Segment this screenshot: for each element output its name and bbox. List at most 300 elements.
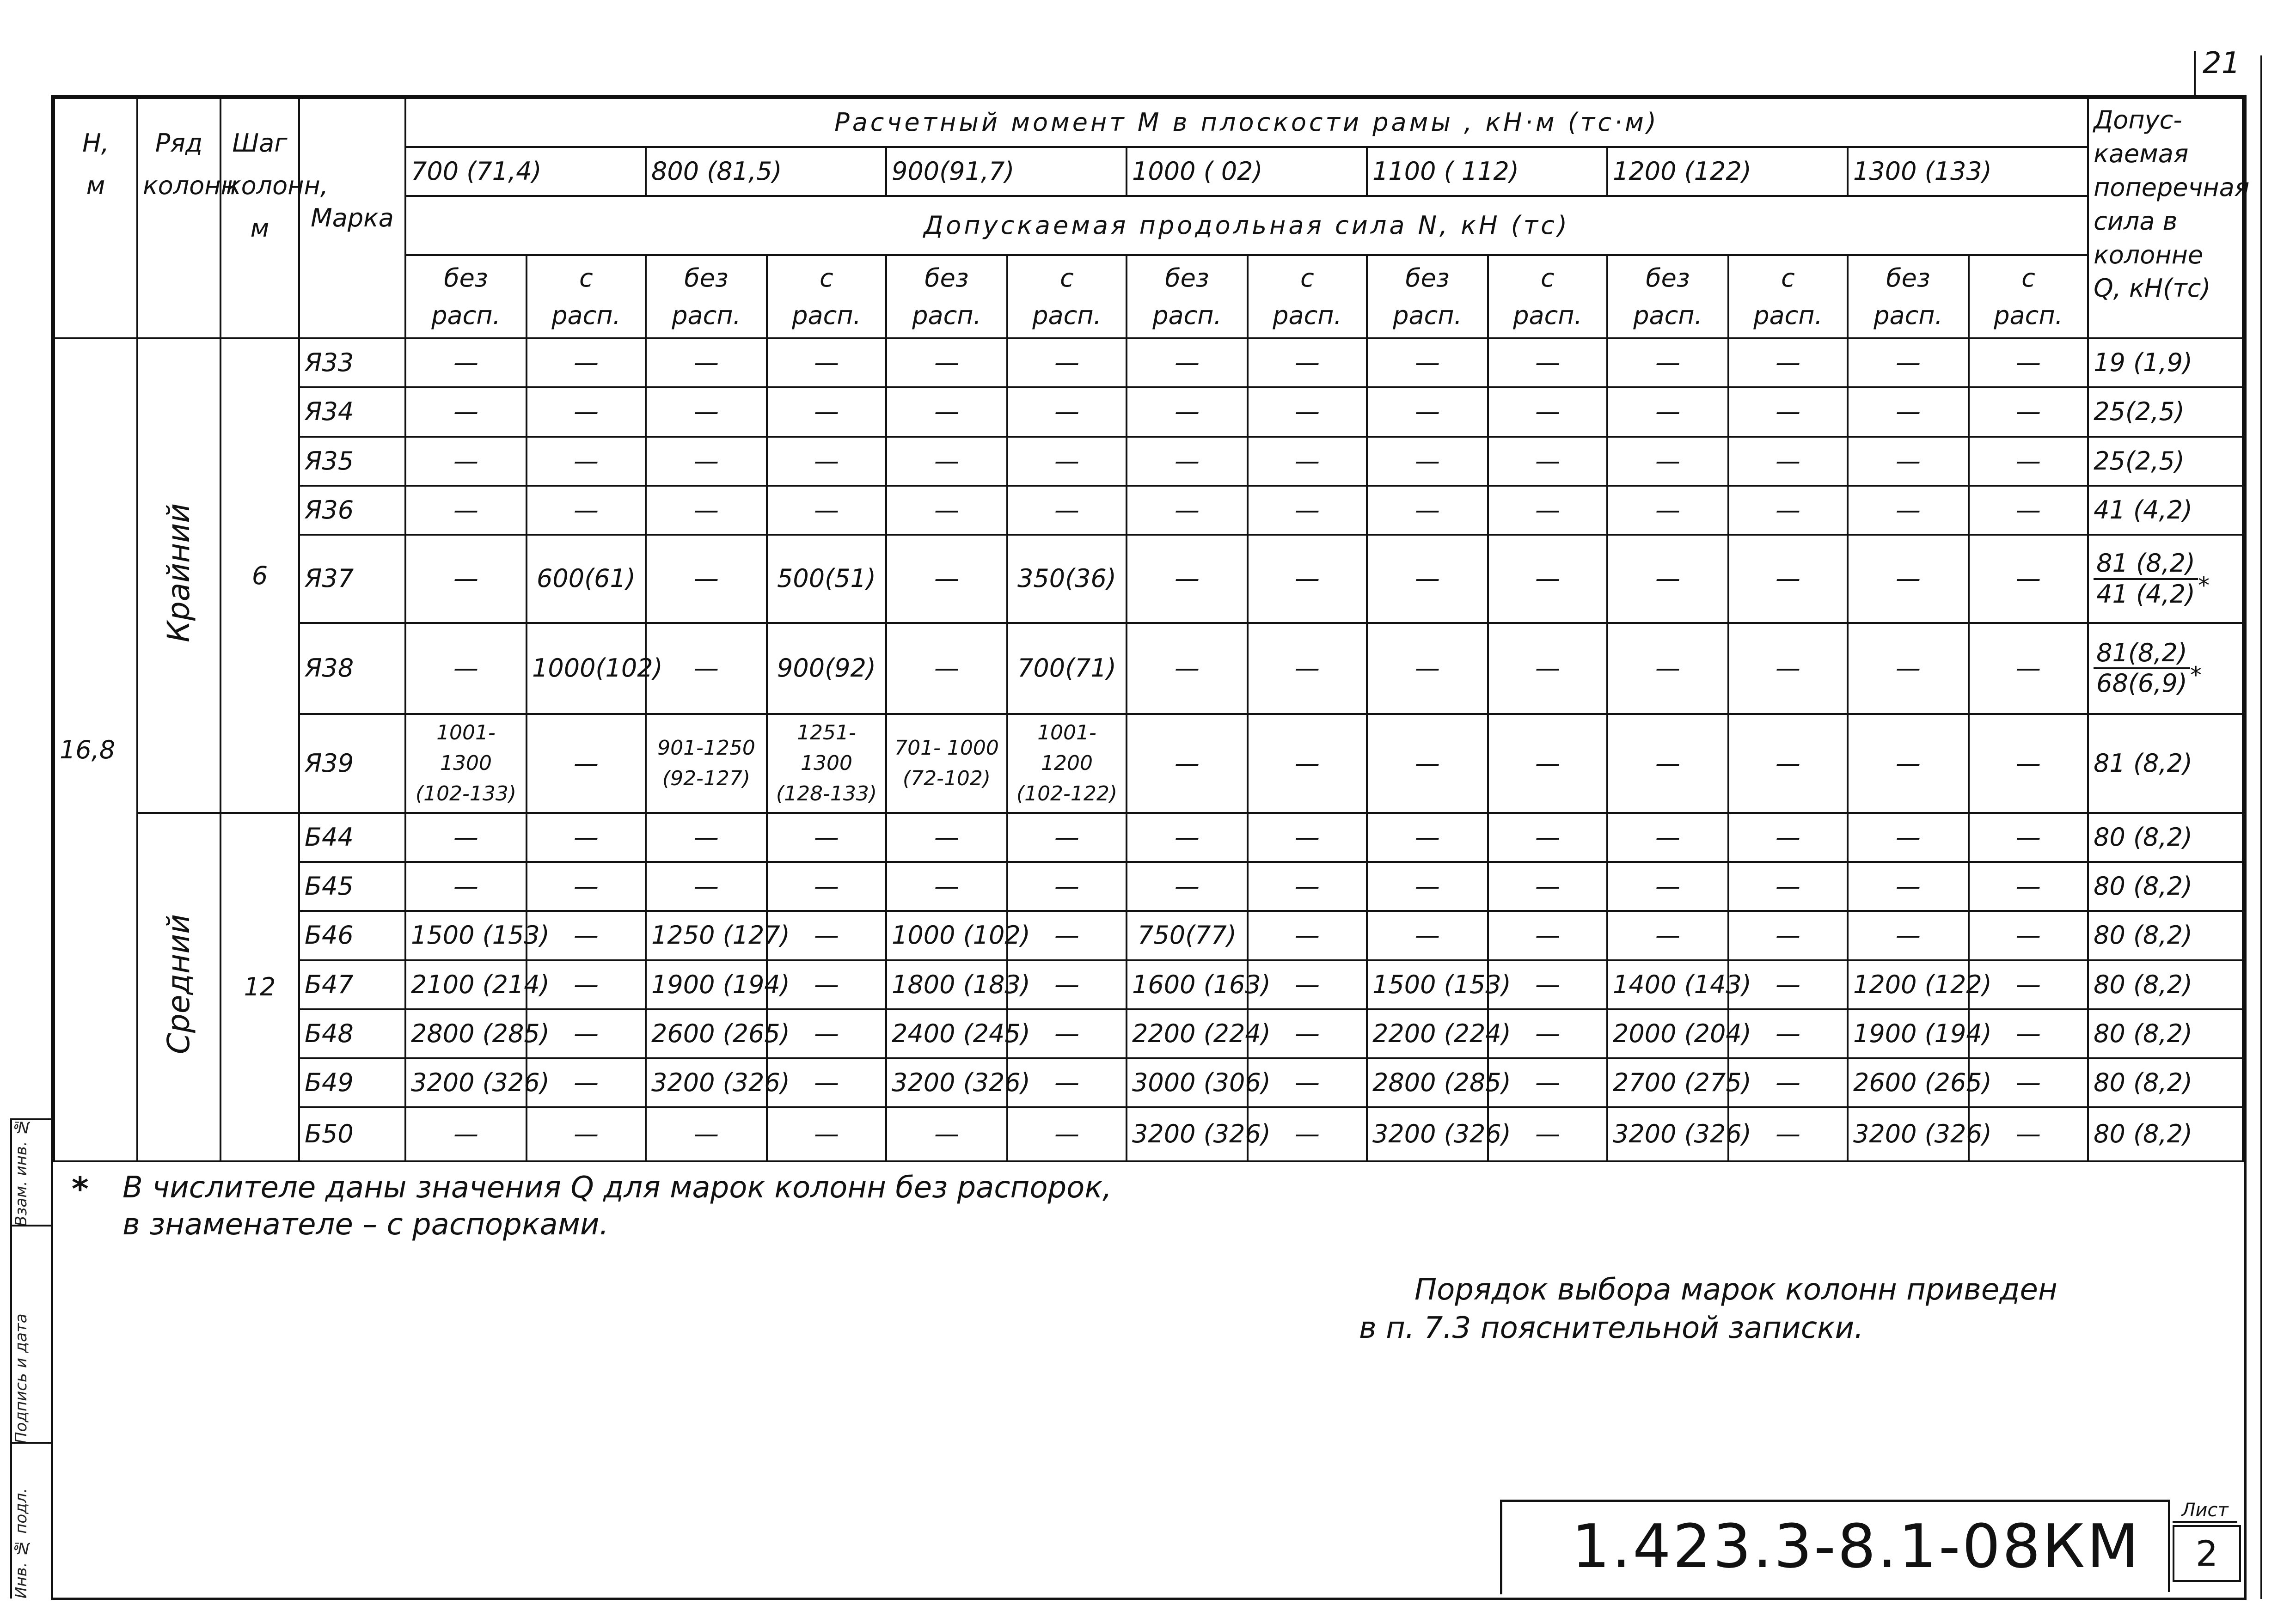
force-cell: — bbox=[1969, 623, 2088, 714]
subheader-without-line1: без bbox=[684, 263, 729, 293]
subheader-with-line1: с bbox=[579, 263, 593, 293]
force-cell: — bbox=[1969, 960, 2088, 1009]
force-cell: — bbox=[1127, 813, 1248, 862]
force-cell: — bbox=[1248, 437, 1367, 486]
force-cell: 1900 (194) bbox=[646, 960, 767, 1009]
moment-header-1: 800 (81,5) bbox=[646, 147, 886, 196]
force-cell: — bbox=[1728, 1107, 1848, 1161]
force-cell: — bbox=[646, 623, 767, 714]
moment-header-3: 1000 ( 02) bbox=[1127, 147, 1367, 196]
force-cell: — bbox=[1007, 862, 1127, 911]
column-mark: Б45 bbox=[299, 862, 405, 911]
force-cell: — bbox=[1248, 1058, 1367, 1107]
header-moment-title: Расчетный момент М в плоскости рамы , кН·м (тс·м) bbox=[405, 98, 2088, 147]
force-cell: — bbox=[1007, 813, 1127, 862]
subheader-with bbox=[1728, 255, 1848, 339]
moment-header-0: 700 (71,4) bbox=[405, 147, 646, 196]
force-cell: — bbox=[1848, 813, 1969, 862]
subheader-with-line1: с bbox=[2021, 263, 2035, 293]
force-cell: — bbox=[1607, 535, 1728, 623]
force-cell: — bbox=[646, 1107, 767, 1161]
force-cell: — bbox=[1607, 486, 1728, 535]
force-cell: — bbox=[1488, 1058, 1607, 1107]
q-star: * bbox=[2198, 572, 2210, 599]
force-cell: 1800 (183) bbox=[886, 960, 1007, 1009]
force-cell: — bbox=[1969, 862, 2088, 911]
force-cell: — bbox=[1488, 960, 1607, 1009]
subheader-with-line1: с bbox=[1781, 263, 1795, 293]
force-cell: — bbox=[527, 813, 646, 862]
column-mark: Б49 bbox=[299, 1058, 405, 1107]
table-row bbox=[54, 486, 2243, 535]
force-cell: — bbox=[1728, 1058, 1848, 1107]
column-mark: Б44 bbox=[299, 813, 405, 862]
header-q: Допус- каемая поперечная сила в колонне Q, кН(тс) bbox=[2088, 98, 2243, 338]
header-mark: Марка bbox=[299, 98, 405, 338]
force-cell: — bbox=[1728, 911, 1848, 960]
force-cell: — bbox=[1127, 437, 1248, 486]
table-row bbox=[54, 1009, 2243, 1058]
force-cell: — bbox=[1728, 960, 1848, 1009]
subheader-with bbox=[767, 255, 886, 339]
force-cell: 2100 (214) bbox=[405, 960, 527, 1009]
force-cell: — bbox=[1127, 387, 1248, 436]
subheader-with bbox=[1248, 255, 1367, 339]
force-cell: — bbox=[1007, 437, 1127, 486]
subheader-without-line2: расп. bbox=[1393, 301, 1462, 330]
header-h-unit: м bbox=[86, 171, 105, 200]
force-cell: — bbox=[1367, 623, 1488, 714]
force-cell: — bbox=[1248, 1009, 1367, 1058]
force-cell: — bbox=[1488, 1107, 1607, 1161]
table-row bbox=[54, 862, 2243, 911]
force-cell: 3200 (326) bbox=[1607, 1107, 1728, 1161]
q-fraction bbox=[2094, 639, 2190, 698]
force-cell: — bbox=[405, 862, 527, 911]
subheader-without-line2: расп. bbox=[1633, 301, 1702, 330]
subheader-with-line1: с bbox=[1300, 263, 1314, 293]
header-step bbox=[220, 98, 328, 338]
force-cell: — bbox=[527, 960, 646, 1009]
subheader-without bbox=[1607, 255, 1728, 339]
row-group-text: Крайний bbox=[161, 503, 197, 642]
footnote-line2: в знаменателе – с распорками. bbox=[122, 1208, 609, 1242]
force-cell: 1250 (127) bbox=[646, 911, 767, 960]
force-cell: — bbox=[1248, 862, 1367, 911]
sheet-edge-line bbox=[2260, 55, 2262, 1599]
force-cell: — bbox=[1367, 911, 1488, 960]
column-mark: Я34 bbox=[299, 387, 405, 436]
force-cell: — bbox=[1607, 623, 1728, 714]
force-cell: 2600 (265) bbox=[646, 1009, 767, 1058]
subheader-with bbox=[1007, 255, 1127, 339]
force-cell: — bbox=[886, 862, 1007, 911]
force-cell: — bbox=[1728, 714, 1848, 813]
force-cell: — bbox=[527, 862, 646, 911]
force-cell: 3200 (326) bbox=[1127, 1107, 1248, 1161]
force-cell: — bbox=[1969, 338, 2088, 387]
force-cell: — bbox=[1607, 813, 1728, 862]
page-number-divider bbox=[2194, 51, 2196, 95]
force-cell: 2200 (224) bbox=[1127, 1009, 1248, 1058]
subheader-with-line1: с bbox=[1060, 263, 1074, 293]
force-cell: — bbox=[646, 535, 767, 623]
force-cell: — bbox=[1728, 535, 1848, 623]
force-cell: — bbox=[1969, 387, 2088, 436]
column-mark: Я37 bbox=[299, 535, 405, 623]
force-cell: — bbox=[1848, 437, 1969, 486]
subheader-without-line2: расп. bbox=[431, 301, 501, 330]
force-cell: — bbox=[1969, 437, 2088, 486]
force-cell: — bbox=[405, 387, 527, 436]
table-row bbox=[54, 714, 2243, 813]
header-step-label2: колонн, bbox=[226, 171, 328, 200]
force-cell: — bbox=[1969, 1009, 2088, 1058]
table-row bbox=[54, 437, 2243, 486]
subheader-with-line2: расп. bbox=[1513, 301, 1582, 330]
force-cell: 1000 (102) bbox=[886, 911, 1007, 960]
force-cell: — bbox=[767, 486, 886, 535]
force-cell: — bbox=[1488, 623, 1607, 714]
column-mark: Я36 bbox=[299, 486, 405, 535]
subheader-without bbox=[1127, 255, 1248, 339]
force-cell: 1600 (163) bbox=[1127, 960, 1248, 1009]
force-cell: 2200 (224) bbox=[1367, 1009, 1488, 1058]
header-step-unit: м bbox=[250, 213, 269, 243]
table-row bbox=[54, 535, 2243, 623]
column-mark: Б46 bbox=[299, 911, 405, 960]
force-cell: — bbox=[405, 486, 527, 535]
force-cell: — bbox=[886, 1107, 1007, 1161]
force-cell: — bbox=[1848, 486, 1969, 535]
q-fraction bbox=[2094, 549, 2198, 608]
force-cell: — bbox=[886, 338, 1007, 387]
force-cell: — bbox=[1728, 486, 1848, 535]
subheader-without-line2: расп. bbox=[1874, 301, 1943, 330]
force-cell: — bbox=[767, 1107, 886, 1161]
force-cell: — bbox=[1367, 338, 1488, 387]
force-cell: — bbox=[405, 1107, 527, 1161]
force-cell: — bbox=[1248, 535, 1367, 623]
force-cell: 1900 (194) bbox=[1848, 1009, 1969, 1058]
subheader-without bbox=[886, 255, 1007, 339]
force-cell: — bbox=[1488, 862, 1607, 911]
force-cell: — bbox=[886, 623, 1007, 714]
force-cell: — bbox=[405, 535, 527, 623]
subheader-without bbox=[1367, 255, 1488, 339]
force-cell: — bbox=[646, 813, 767, 862]
force-cell: 2800 (285) bbox=[405, 1009, 527, 1058]
force-cell: — bbox=[527, 1009, 646, 1058]
force-cell: 701- 1000 (72-102) bbox=[886, 714, 1007, 813]
force-cell: — bbox=[767, 1009, 886, 1058]
footnote bbox=[72, 1169, 1112, 1243]
force-cell: — bbox=[1969, 911, 2088, 960]
force-cell: — bbox=[1969, 1107, 2088, 1161]
force-cell: — bbox=[1248, 338, 1367, 387]
force-cell: — bbox=[1488, 714, 1607, 813]
force-cell: — bbox=[1367, 714, 1488, 813]
force-cell: — bbox=[1607, 338, 1728, 387]
force-cell: — bbox=[886, 813, 1007, 862]
force-cell: 3200 (326) bbox=[405, 1058, 527, 1107]
subheader-without-line1: без bbox=[444, 263, 488, 293]
force-cell: — bbox=[646, 338, 767, 387]
force-cell: 1500 (153) bbox=[405, 911, 527, 960]
h-value: 16,8 bbox=[54, 338, 137, 1161]
force-cell: — bbox=[646, 486, 767, 535]
force-cell: — bbox=[1969, 535, 2088, 623]
side-strip-label: Взам. инв. № bbox=[12, 1117, 31, 1226]
force-cell: 700(71) bbox=[1007, 623, 1127, 714]
force-cell: — bbox=[646, 387, 767, 436]
force-cell: — bbox=[646, 437, 767, 486]
force-cell: — bbox=[1127, 486, 1248, 535]
force-cell: — bbox=[1007, 960, 1127, 1009]
side-strip-cell bbox=[10, 1225, 53, 1444]
force-cell: 350(36) bbox=[1007, 535, 1127, 623]
force-cell: — bbox=[1728, 623, 1848, 714]
table-row bbox=[54, 813, 2243, 862]
header-force-title: Допускаемая продольная сила N, кН (тс) bbox=[405, 196, 2088, 255]
force-cell: — bbox=[1488, 437, 1607, 486]
force-cell: — bbox=[886, 437, 1007, 486]
subheader-with bbox=[1488, 255, 1607, 339]
force-cell: — bbox=[1969, 1058, 2088, 1107]
side-strip-cell bbox=[10, 1118, 53, 1226]
subheader-with-line1: с bbox=[820, 263, 833, 293]
q-cell: 81 (8,2) bbox=[2088, 714, 2243, 813]
subheader-without bbox=[646, 255, 767, 339]
selection-note-line1: Порядок выбора марок колонн приведен bbox=[1414, 1273, 2057, 1307]
force-cell: — bbox=[1488, 535, 1607, 623]
table-row bbox=[54, 623, 2243, 714]
row-group-label bbox=[137, 338, 220, 813]
column-mark: Я35 bbox=[299, 437, 405, 486]
q-cell: 80 (8,2) bbox=[2088, 1107, 2243, 1161]
q-numerator: 81(8,2) bbox=[2094, 639, 2190, 669]
force-cell: — bbox=[1248, 387, 1367, 436]
force-cell: 750(77) bbox=[1127, 911, 1248, 960]
force-cell: — bbox=[1728, 437, 1848, 486]
subheader-with-line1: с bbox=[1541, 263, 1555, 293]
moment-header-4: 1100 ( 112) bbox=[1367, 147, 1607, 196]
force-cell: 1000(102) bbox=[527, 623, 646, 714]
force-cell: — bbox=[1248, 911, 1367, 960]
moment-header-5: 1200 (122) bbox=[1607, 147, 1848, 196]
subheader-without-line2: расп. bbox=[912, 301, 981, 330]
sheet-number: 2 bbox=[2173, 1525, 2241, 1582]
force-cell: — bbox=[527, 1058, 646, 1107]
force-cell: — bbox=[886, 387, 1007, 436]
force-cell: — bbox=[1367, 535, 1488, 623]
q-denominator: 68(6,9) bbox=[2096, 669, 2187, 698]
force-cell: — bbox=[1127, 623, 1248, 714]
column-mark: Я39 bbox=[299, 714, 405, 813]
force-cell: 2700 (275) bbox=[1607, 1058, 1728, 1107]
force-cell: — bbox=[1607, 862, 1728, 911]
side-strip-cell bbox=[10, 1442, 53, 1599]
force-cell: — bbox=[1248, 960, 1367, 1009]
column-mark: Б48 bbox=[299, 1009, 405, 1058]
subheader-without-line2: расп. bbox=[672, 301, 741, 330]
force-cell: 1400 (143) bbox=[1607, 960, 1728, 1009]
force-cell: 500(51) bbox=[767, 535, 886, 623]
header-h bbox=[54, 98, 137, 338]
force-cell: — bbox=[1488, 813, 1607, 862]
subheader-without-line1: без bbox=[925, 263, 969, 293]
subheader-with-line2: расп. bbox=[1994, 301, 2063, 330]
row-group-step: 12 bbox=[220, 813, 299, 1161]
header-row-label: Ряд bbox=[155, 128, 203, 158]
force-cell: — bbox=[1848, 911, 1969, 960]
force-cell: 2000 (204) bbox=[1607, 1009, 1728, 1058]
header-row bbox=[137, 98, 237, 338]
q-cell: 25(2,5) bbox=[2088, 387, 2243, 436]
force-cell: — bbox=[1848, 623, 1969, 714]
force-cell: — bbox=[1367, 862, 1488, 911]
subheader-with-line2: расп. bbox=[1273, 301, 1342, 330]
subheader-without-line1: без bbox=[1405, 263, 1450, 293]
subheader-with bbox=[1969, 255, 2088, 339]
subheader-without-line1: без bbox=[1165, 263, 1209, 293]
force-cell: — bbox=[405, 338, 527, 387]
column-mark: Я33 bbox=[299, 338, 405, 387]
force-cell: — bbox=[1848, 714, 1969, 813]
page-number: 21 bbox=[2203, 46, 2241, 80]
force-cell: — bbox=[767, 338, 886, 387]
subheader-with-line2: расп. bbox=[1032, 301, 1102, 330]
q-cell: 80 (8,2) bbox=[2088, 1058, 2243, 1107]
force-cell: — bbox=[1728, 387, 1848, 436]
force-cell: — bbox=[886, 486, 1007, 535]
q-cell bbox=[2088, 535, 2243, 623]
force-cell: — bbox=[1848, 862, 1969, 911]
q-cell: 80 (8,2) bbox=[2088, 813, 2243, 862]
footnote-asterisk: * bbox=[72, 1170, 89, 1208]
table-row bbox=[54, 911, 2243, 960]
force-cell: — bbox=[1248, 486, 1367, 535]
force-cell: — bbox=[1848, 338, 1969, 387]
header-step-label: Шаг bbox=[232, 128, 288, 158]
force-cell: — bbox=[1007, 911, 1127, 960]
force-cell: — bbox=[767, 1058, 886, 1107]
force-cell: — bbox=[1127, 535, 1248, 623]
force-cell: — bbox=[1607, 387, 1728, 436]
force-cell: — bbox=[1969, 813, 2088, 862]
force-cell: — bbox=[1007, 1058, 1127, 1107]
column-mark: Б50 bbox=[299, 1107, 405, 1161]
force-cell: — bbox=[767, 960, 886, 1009]
q-cell: 25(2,5) bbox=[2088, 437, 2243, 486]
force-cell: 2800 (285) bbox=[1367, 1058, 1488, 1107]
force-cell: — bbox=[1007, 1009, 1127, 1058]
subheader-with-line2: расп. bbox=[551, 301, 621, 330]
force-cell: — bbox=[1728, 1009, 1848, 1058]
footnote-line1: В числителе даны значения Q для марок колонн без распорок, bbox=[122, 1171, 1112, 1205]
force-cell: 2400 (245) bbox=[886, 1009, 1007, 1058]
force-cell: — bbox=[1728, 813, 1848, 862]
force-cell: — bbox=[1848, 535, 1969, 623]
subheader-without-line2: расп. bbox=[1152, 301, 1222, 330]
force-cell: — bbox=[767, 387, 886, 436]
force-cell: 900(92) bbox=[767, 623, 886, 714]
force-cell: — bbox=[1607, 714, 1728, 813]
q-cell: 80 (8,2) bbox=[2088, 960, 2243, 1009]
force-cell: — bbox=[886, 535, 1007, 623]
q-numerator: 81 (8,2) bbox=[2094, 549, 2198, 580]
force-cell: — bbox=[527, 1107, 646, 1161]
force-cell: 3200 (326) bbox=[1367, 1107, 1488, 1161]
side-strip-label: Инв. № подл. bbox=[12, 1488, 31, 1599]
force-cell: 1500 (153) bbox=[1367, 960, 1488, 1009]
column-mark: Б47 bbox=[299, 960, 405, 1009]
force-cell: 1200 (122) bbox=[1848, 960, 1969, 1009]
subheader-with-line2: расп. bbox=[1753, 301, 1823, 330]
force-cell: — bbox=[1969, 486, 2088, 535]
side-strip-label: Подпись и дата bbox=[12, 1313, 31, 1444]
force-cell: — bbox=[1488, 911, 1607, 960]
force-cell: — bbox=[405, 623, 527, 714]
force-cell: — bbox=[527, 911, 646, 960]
table-row bbox=[54, 1107, 2243, 1161]
force-cell: — bbox=[1367, 486, 1488, 535]
force-cell: — bbox=[527, 486, 646, 535]
force-cell: — bbox=[1248, 623, 1367, 714]
force-cell: — bbox=[1248, 813, 1367, 862]
row-group-text: Средний bbox=[161, 914, 197, 1055]
q-denominator: 41 (4,2) bbox=[2096, 579, 2195, 609]
subheader-without-line1: без bbox=[1886, 263, 1930, 293]
force-cell: — bbox=[1248, 714, 1367, 813]
force-cell: — bbox=[405, 813, 527, 862]
moment-header-2: 900(91,7) bbox=[886, 147, 1127, 196]
selection-note bbox=[1359, 1271, 2057, 1348]
force-cell: — bbox=[1127, 338, 1248, 387]
force-cell: — bbox=[1007, 1107, 1127, 1161]
force-cell: — bbox=[1607, 437, 1728, 486]
force-cell: — bbox=[1488, 486, 1607, 535]
force-cell: 1001-1200 (102-122) bbox=[1007, 714, 1127, 813]
force-cell: — bbox=[1367, 813, 1488, 862]
force-cell: — bbox=[1848, 387, 1969, 436]
header-h-label: Н, bbox=[82, 128, 109, 158]
table-row bbox=[54, 387, 2243, 436]
table-row bbox=[54, 1058, 2243, 1107]
force-cell: — bbox=[527, 387, 646, 436]
header-row-label2: колонн bbox=[143, 171, 237, 200]
force-cell: — bbox=[1007, 486, 1127, 535]
force-cell: 1251-1300 (128-133) bbox=[767, 714, 886, 813]
q-star: * bbox=[2190, 662, 2202, 689]
force-cell: — bbox=[1728, 338, 1848, 387]
q-cell: 80 (8,2) bbox=[2088, 862, 2243, 911]
force-cell: — bbox=[767, 437, 886, 486]
selection-note-line2: в п. 7.3 пояснительной записки. bbox=[1359, 1311, 1864, 1346]
force-cell: — bbox=[527, 437, 646, 486]
force-cell: — bbox=[1488, 338, 1607, 387]
force-cell: — bbox=[527, 714, 646, 813]
subheader-without bbox=[405, 255, 527, 339]
force-cell: 3200 (326) bbox=[1848, 1107, 1969, 1161]
row-group-step: 6 bbox=[220, 338, 299, 813]
force-cell: — bbox=[1127, 862, 1248, 911]
force-cell: — bbox=[1007, 338, 1127, 387]
table-row bbox=[54, 338, 2243, 387]
force-cell: 3200 (326) bbox=[646, 1058, 767, 1107]
force-cell: — bbox=[1488, 387, 1607, 436]
moment-header-6: 1300 (133) bbox=[1848, 147, 2088, 196]
